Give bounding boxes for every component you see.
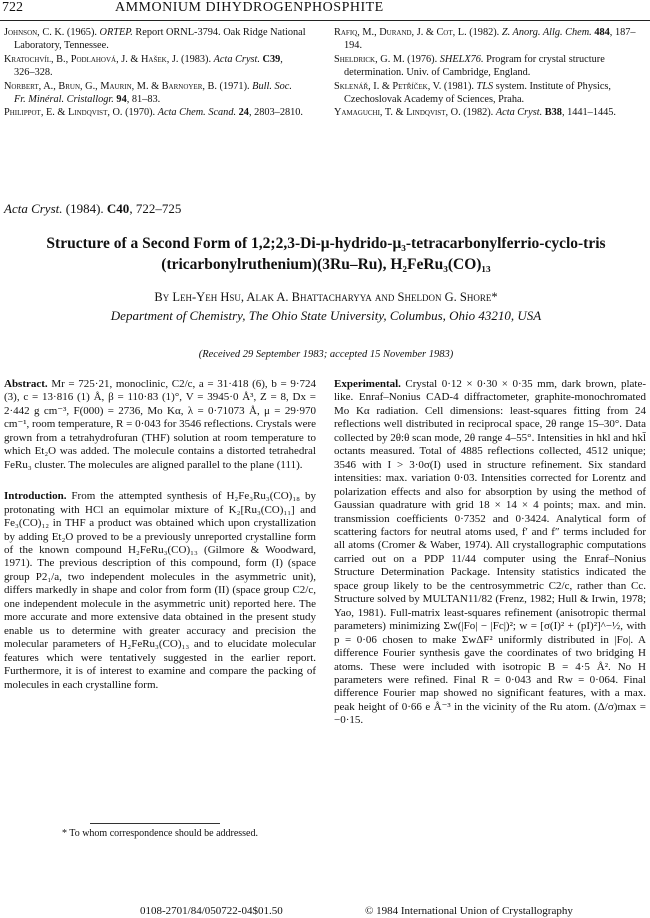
reference-journal: Acta Cryst. [495, 107, 543, 119]
reference-entry [334, 80, 644, 107]
abstract-text: Mr = 725·21, monoclinic, C2/c, a = 31·418 (6), b = 9·724 (3), c = 13·816 (1) Å, β = 110·83 (1)°, V = 3945·0 Å³, Z = 8, Dx = 2·442 g cm⁻³, F(000) = 2736, Mo Kα, λ = 0·71073 Å, μ = 29·970 cm⁻¹, room temperature, R = 0·043 for 3546 reflections. Crystals were grown from a tetrahydrofuran (THF) solution at room temperature to which Et₂O was added. The molecule contains a distorted tetrahedral FeRu₃ cluster. The molecules are aligned parallel to the plane (111). [4, 378, 316, 471]
header-rule [0, 20, 650, 21]
reference-tail: , 2803–2810. [248, 107, 303, 119]
affiliation: Department of Chemistry, The Ohio State University, Columbus, Ohio 43210, USA [110, 308, 542, 323]
running-title: AMMONIUM DIHYDROGENPHOSPHITE [115, 0, 384, 15]
author-list: By Leh-Yeh Hsu, Alak A. Bhattacharyya and Sheldon G. Shore* [154, 290, 498, 304]
reference-journal: Bull. Soc. Fr. Minéral. Cristallogr. [14, 80, 292, 106]
article-title [10, 233, 642, 275]
citation-year: (1984). [62, 201, 107, 216]
journal-citation [4, 201, 181, 217]
reference-tail: , 187–194. [344, 27, 636, 52]
reference-author: Sheldrick, G. M. [334, 53, 405, 65]
experimental-heading: Experimental. [334, 378, 401, 390]
issn-code: 0108-2701/84/050722-04$01.50 [140, 905, 283, 917]
reference-journal: Z. Anorg. Allg. Chem. [501, 27, 592, 38]
reference-journal: ORTEP. [99, 27, 133, 38]
left-column [4, 378, 316, 692]
reference-journal: TLS [476, 80, 494, 92]
reference-volume: 94 [113, 94, 127, 106]
reference-author: Philippot, E. & Lindqvist, O. [4, 107, 123, 119]
reference-journal: Acta Chem. Scand. [157, 107, 237, 119]
reference-author: Johnson, C. K. [4, 27, 65, 38]
reference-year: (1981). [441, 80, 477, 92]
reference-author: Norbert, A., Brun, G., Maurin, M. & Barnoyer, B. [4, 80, 217, 92]
reference-volume: 484 [591, 27, 610, 38]
reference-tail: system. Institute of Physics, Czechoslovak Academy of Sciences, Praha. [344, 80, 611, 106]
reference-author: Yamaguchi, T. & Lindqvist, O. [334, 107, 461, 119]
introduction-text: From the attempted synthesis of H₂Fe₃Ru₃(CO)₁₈ by protonating with HCl an equimolar mixture of K₂[Ru₃(CO)₁₁] and Fe₃(CO)₁₂ in THF a product was obtained which upon crystallization by adding Et₂O proved to be a previously unreported crystalline form of the known compound H₂FeRu₃(CO)₁₃ (Gilmore & Woodward, 1971). The previous description of this compound, form (I) (space group P2₁/a, two independent molecules in the asymmetric unit), differs markedly in shape and color from form (II) (space group C2/c, one independent molecule in the asymmetric unit) reported here. The more accurate and more extensive data obtained in the present study enable us to determine with greater accuracy and precision the molecular parameters of H₂FeRu₃(CO)₁₃ and to elucidate molecular features which were tentatively suggested in the earlier report. Furthermore, it is of interest to examine and compare the packing of molecules in each crystalline form. [4, 490, 316, 691]
copyright: © 1984 International Union of Crystallography [365, 905, 573, 917]
references-left [4, 26, 306, 120]
introduction-heading: Introduction. [4, 490, 67, 503]
reference-tail: , 326–328. [14, 53, 283, 79]
reference-entry [4, 106, 306, 119]
references-right [334, 26, 644, 120]
reference-volume: 24 [236, 107, 249, 119]
reference-journal: SHELX76. [439, 53, 484, 65]
reference-tail: , 1441–1445. [561, 107, 616, 119]
reference-entry [334, 106, 644, 119]
reference-year: (1965). [64, 27, 100, 38]
reference-year: (1970). [122, 107, 158, 119]
reference-year: (1976). [404, 53, 440, 65]
reference-year: (1982). [466, 27, 502, 38]
reference-author: Rafiq, M., Durand, J. & Cot, L. [334, 27, 467, 38]
reference-tail: Program for crystal structure determination. Univ. of Cambridge, England. [344, 53, 605, 79]
reference-year: (1971). [216, 80, 253, 92]
reference-entry [4, 80, 306, 107]
reference-volume: C39 [259, 53, 281, 65]
citation-journal: Acta Cryst. [4, 201, 63, 216]
abstract-paragraph [4, 378, 316, 472]
footnote-rule [90, 823, 220, 824]
reference-author: Sklenář, I. & Petříček, V. [334, 80, 442, 92]
introduction-paragraph [4, 490, 316, 692]
reference-author: Kratochvíl, B., Podlahová, J. & Hašek, J. [4, 53, 179, 65]
citation-pages: , 722–725 [129, 201, 182, 216]
reference-entry [334, 26, 644, 53]
reference-volume: B38 [542, 107, 562, 119]
title-line-2: (tricarbonylruthenium)(3Ru–Ru), H₂FeRu₃(CO)₁₃ [161, 256, 491, 273]
title-line-1: Structure of a Second Form of 1,2;2,3-Di-μ-hydrido-μ₃-tetracarbonylferrio-cyclo-tris [46, 235, 606, 252]
citation-volume: C40 [106, 201, 130, 216]
reference-year: (1982). [460, 107, 496, 119]
reference-entry [334, 53, 644, 80]
page-number: 722 [2, 0, 23, 15]
reference-tail: Report ORNL-3794. Oak Ridge National Laboratory, Tennessee. [14, 27, 306, 52]
reference-journal: Acta Cryst. [213, 53, 260, 65]
reference-entry [4, 53, 306, 80]
reference-year: (1983). [178, 53, 214, 65]
footnote: * To whom correspondence should be addressed. [61, 828, 258, 839]
abstract-heading: Abstract. [4, 378, 48, 390]
reference-entry [4, 26, 306, 53]
experimental-text: Crystal 0·12 × 0·30 × 0·35 mm, dark brown, plate-like. Enraf–Nonius CAD-4 diffractometer, graphite-monochromated Mo Kα radiation. Cell dimensions: least-squares fitting from 24 reflections well distributed in reciprocal space, 2θ range 15–30°. Data collected by 2θ:θ scan mode, 2θ range 4–55°. Intensities in hkl and hkl̄ octants measured. Total of 4885 reflections collected, 4512 unique; 3546 with I > 3·0σ(I) used in structure refinement. Six standard intensities: max. variation 0·03. Intensities corrected for Lorentz and polarization effects and also for absorption by using the method of Gaussian quadrature with grid 18 × 14 × 4 points; max. and min. transmission coefficients 0·7352 and 0·3424. Analytical form of scattering factors for neutral atoms used, f′ and f″ terms included for all atoms (Cromer & Waber, 1974). All crystallographic computations carried out on a PDP 11/44 computer using the Enraf–Nonius Structure Determination Package. Intensity statistics indicated the space group likely to be the centrosymmetric C2/c, rather than Cc. Structure solved by MULTAN11/82 (Frenz, 1982; Hull & Irwin, 1978; Yao, 1981). Full-matrix least-squares refinement (anisotropic thermal parameters) minimizing Σw(|Fo| − |Fc|)²; w = [σ(I)² + (pI)²]^−½, with p = 0·06 chosen to make ΣwΔF² uniformly distributed in |Fo|. A difference Fourier synthesis gave the coordinates of two bridging H atoms. These were included with isotropic B = 4·5 Å². No H parameters were refined. Final R = 0·043 and Rw = 0·064. Final difference Fourier map showed no significant features, with a max. peak height of 0·66 e Å⁻³ in the vicinity of the Ru atom. (Δ/σ)max = −0·15. [334, 378, 646, 727]
received-dates: (Received 29 September 1983; accepted 15 November 1983) [198, 349, 454, 360]
experimental-paragraph [334, 378, 646, 728]
reference-tail: , 81–83. [126, 94, 161, 106]
right-column [334, 378, 646, 728]
